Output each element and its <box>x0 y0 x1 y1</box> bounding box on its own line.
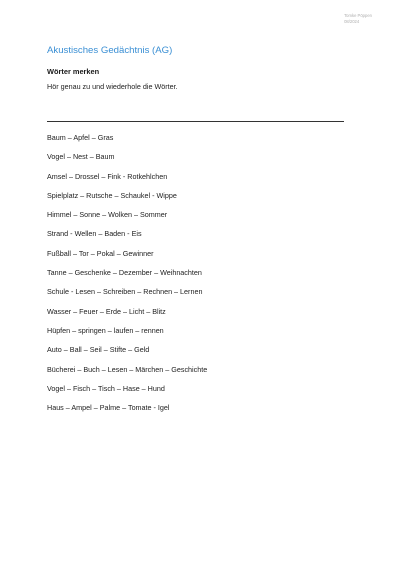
word-row: Vogel – Fisch – Tisch – Hase – Hund <box>47 383 165 393</box>
word-row: Auto – Ball – Seil – Stifte – Geld <box>47 345 150 355</box>
document-date: 08/2024 <box>344 19 360 24</box>
word-list <box>47 133 207 422</box>
word-row: Hüpfen – springen – laufen – rennen <box>47 325 164 335</box>
word-row: Amsel – Drossel – Fink - Rotkehlchen <box>47 171 168 181</box>
word-row: Himmel – Sonne – Wolken – Sommer <box>47 210 168 220</box>
word-row: Vogel – Nest – Baum <box>47 152 115 162</box>
document-title: Akustisches Gedächtnis (AG) <box>47 45 173 56</box>
word-row: Strand - Wellen – Baden - Eis <box>47 229 142 239</box>
word-row: Schule - Lesen – Schreiben – Rechnen – Lernen <box>47 287 203 297</box>
word-row: Fußball – Tor – Pokal – Gewinner <box>47 248 154 258</box>
word-row: Baum – Apfel – Gras <box>47 133 114 142</box>
word-row: Spielplatz – Rutsche – Schaukel - Wippe <box>47 190 177 200</box>
word-row: Tanne – Geschenke – Dezember – Weihnachten <box>47 268 202 278</box>
word-row: Bücherei – Buch – Lesen – Märchen – Geschichte <box>47 364 208 374</box>
document-subtitle: Wörter merken <box>47 67 100 76</box>
word-row: Haus – Ampel – Palme – Tomate - Igel <box>47 403 170 413</box>
divider-line <box>47 121 344 122</box>
word-row: Wasser – Feuer – Erde – Licht – Blitz <box>47 306 166 316</box>
instruction-text: Hör genau zu und wiederhole die Wörter. <box>47 82 178 91</box>
header-meta <box>344 13 372 25</box>
author-name: Tomke Pöppen <box>344 13 372 18</box>
